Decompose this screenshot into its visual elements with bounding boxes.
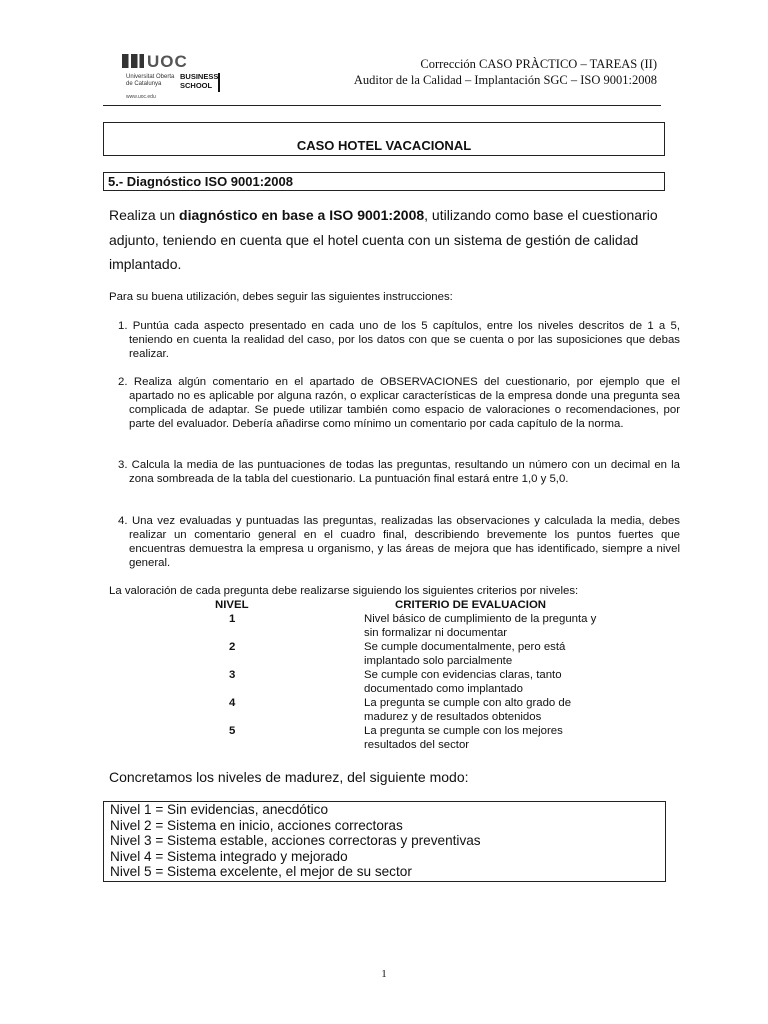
intro-text-post: , utilizando como base el cuestionario adjunto, teniendo en cuenta que el hotel cuenta con un sistema de gestión de calidad implantado.	[109, 207, 658, 272]
instruction-item: 1. Puntúa cada aspecto presentado en cada uno de los 5 capítulos, entre los niveles descritos de 1 a 5, teniendo en cuenta la realidad del caso, por los datos con que se cuenta o por las suposiciones que debas realizar.	[118, 320, 680, 360]
section-heading: 5.- Diagnóstico ISO 9001:2008	[103, 172, 665, 191]
header-line-2: Auditor de la Calidad – Implantación SGC – ISO 9001:2008	[353, 73, 657, 87]
page-number: 1	[381, 968, 387, 980]
level-criteria: Nivel básico de cumplimiento de la pregunta y sin formalizar ni documentar	[364, 613, 597, 639]
levels-table-row	[109, 724, 629, 752]
levels-table-row	[109, 696, 629, 724]
maturity-lead: Concretamos los niveles de madurez, del siguiente modo:	[109, 769, 469, 785]
business-school-label: BUSINESS SCHOOL	[180, 72, 219, 90]
instruction-item: 4. Una vez evaluadas y puntuadas las preguntas, realizadas las observaciones y calculada la media, debes realizar un comentario general en el cuadro final, describiendo brevemente los puntos fuertes que encuentras demuestra la empresa u organismo, y las áreas de mejora que has identificado, siempre a nivel general.	[118, 515, 680, 569]
levels-table-row	[109, 612, 629, 640]
levels-table-row	[109, 640, 629, 668]
level-number: 2	[229, 641, 236, 653]
level-number: 5	[229, 725, 236, 737]
instruction-item: 2. Realiza algún comentario en el apartado de OBSERVACIONES del cuestionario, por ejemplo que el apartado no es aplicable por alguna razón, o explicar características de la empresa donde una pregunta sea complicada de adaptar. Se puede utilizar también como espacio de valoraciones o recomendaciones, por parte del evaluador. Debería añadirse como mínimo un comentario por cada capítulo de la norma.	[118, 376, 680, 430]
level-criteria: Se cumple con evidencias claras, tanto documentado como implantado	[364, 669, 562, 695]
maturity-level: Nivel 5 = Sistema excelente, el mejor de su sector	[110, 864, 412, 879]
maturity-levels-box	[103, 801, 666, 882]
intro-paragraph	[109, 203, 665, 277]
instructions-lead: Para su buena utilización, debes seguir las siguientes instrucciones:	[109, 291, 453, 303]
intro-text-pre: Realiza un	[109, 207, 180, 223]
document-title: CASO HOTEL VACACIONAL	[103, 122, 665, 156]
uoc-wordmark	[122, 52, 188, 72]
level-number: 1	[229, 613, 236, 625]
maturity-level: Nivel 2 = Sistema en inicio, acciones correctoras	[110, 817, 403, 833]
header-rule	[103, 105, 661, 106]
level-number: 3	[229, 669, 236, 681]
header-line-1: Corrección CASO PRÀCTICO – TAREAS (II)	[420, 57, 657, 71]
logo-divider	[218, 73, 220, 92]
levels-table	[109, 598, 629, 752]
levels-table-row	[109, 668, 629, 696]
criteria-lead: La valoración de cada pregunta debe realizarse siguiendo los siguientes criterios por niveles:	[109, 585, 579, 597]
logo-url: www.uoc.edu	[126, 94, 156, 100]
header-level: NIVEL	[215, 599, 249, 611]
university-name: Universitat Oberta de Catalunya	[126, 74, 175, 87]
uoc-brand: UOC	[147, 52, 188, 71]
maturity-level: Nivel 4 = Sistema integrado y mejorado	[110, 848, 348, 864]
maturity-level: Nivel 1 = Sin evidencias, anecdótico	[110, 802, 329, 817]
intro-text-bold: diagnóstico en base a ISO 9001:2008	[179, 207, 425, 223]
level-criteria: La pregunta se cumple con alto grado de madurez y de resultados obtenidos	[364, 697, 572, 723]
level-criteria: Se cumple documentalmente, pero está implantado solo parcialmente	[364, 641, 566, 667]
uoc-mark-icon	[122, 54, 144, 68]
maturity-level: Nivel 3 = Sistema estable, acciones correctoras y preventivas	[110, 833, 481, 848]
level-criteria: La pregunta se cumple con los mejores resultados del sector	[364, 725, 563, 751]
level-number: 4	[229, 697, 236, 709]
header-criteria: CRITERIO DE EVALUACION	[395, 599, 547, 611]
instruction-item: 3. Calcula la media de las puntuaciones de todas las preguntas, resultando un número con un decimal en la zona sombreada de la tabla del cuestionario. La puntuación final estará entre 1,0 y 5,0.	[118, 459, 680, 485]
uoc-logo	[122, 52, 232, 104]
levels-table-header	[109, 598, 629, 612]
